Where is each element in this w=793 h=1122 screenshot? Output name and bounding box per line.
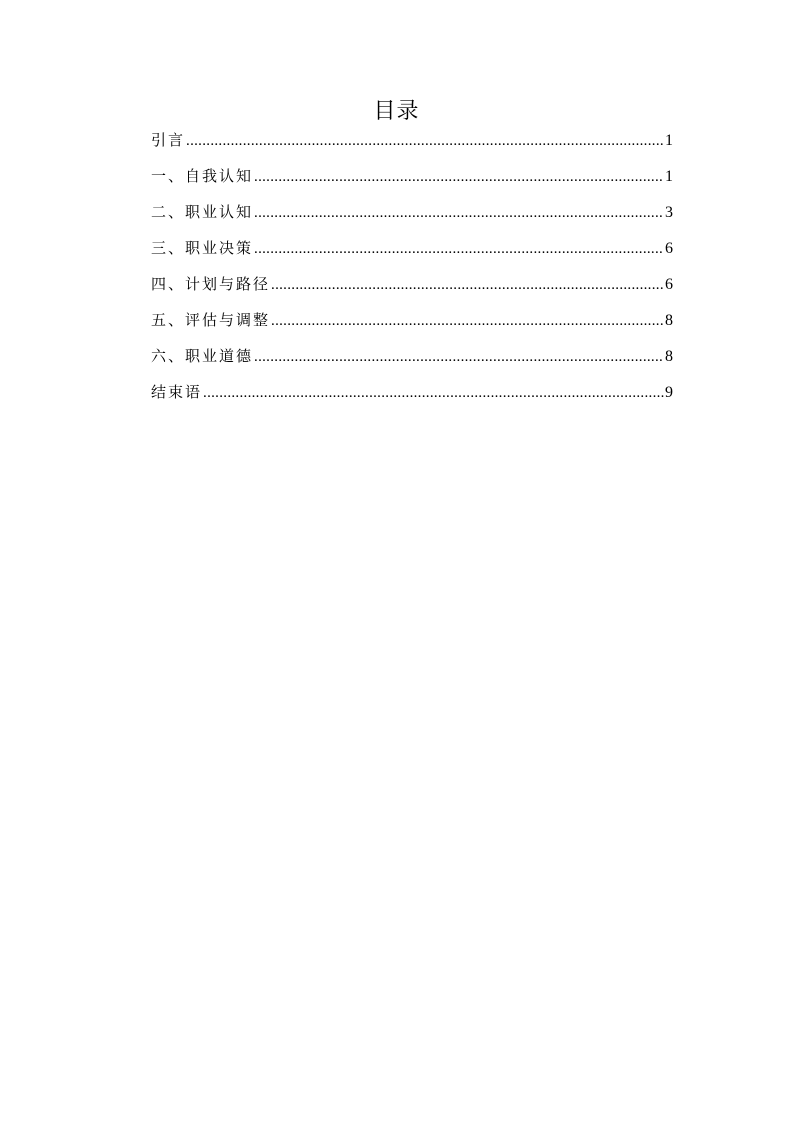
toc-entry[interactable] [151, 235, 673, 271]
toc-page-number: 8 [665, 312, 673, 329]
toc-entry[interactable] [151, 379, 673, 415]
toc-title: 目录 [373, 99, 420, 124]
toc-entry-label: 结束语 [151, 383, 203, 401]
toc-dot-leader [254, 344, 664, 370]
toc-dot-leader [203, 380, 664, 406]
toc-entry-label: 引言 [151, 131, 186, 149]
toc-page-number: 3 [665, 204, 673, 221]
toc-entry[interactable] [151, 127, 673, 163]
toc-dot-leader [271, 272, 664, 298]
toc-dot-leader [271, 308, 664, 334]
toc-entry-label: 六、职业道德 [151, 347, 254, 365]
toc-dot-leader [254, 164, 664, 190]
toc-dot-leader [186, 128, 664, 154]
table-of-contents [151, 127, 673, 415]
toc-dot-leader [254, 236, 664, 262]
toc-entry[interactable] [151, 163, 673, 199]
toc-entry-label: 二、职业认知 [151, 203, 254, 221]
toc-entry[interactable] [151, 199, 673, 235]
toc-dot-leader [254, 200, 664, 226]
toc-entry[interactable] [151, 271, 673, 307]
toc-entry-label: 一、自我认知 [151, 167, 254, 185]
toc-page-number: 1 [665, 132, 673, 149]
toc-page-number: 8 [665, 348, 673, 365]
toc-entry-label: 三、职业决策 [151, 239, 254, 257]
toc-entry[interactable] [151, 343, 673, 379]
toc-entry-label: 五、评估与调整 [151, 311, 271, 329]
toc-page-number: 6 [665, 240, 673, 257]
toc-page-number: 1 [665, 168, 673, 185]
toc-entry[interactable] [151, 307, 673, 343]
toc-page-number: 9 [665, 384, 673, 401]
toc-page-number: 6 [665, 276, 673, 293]
toc-entry-label: 四、计划与路径 [151, 275, 271, 293]
